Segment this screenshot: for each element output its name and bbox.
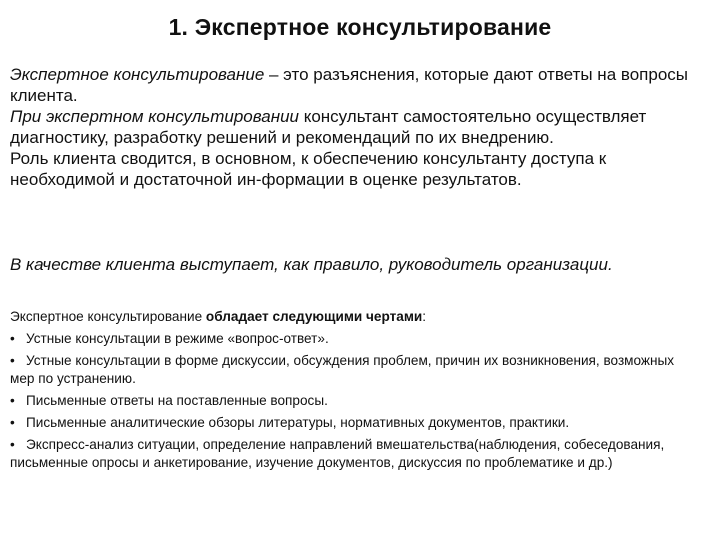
- client-description: В качестве клиента выступает, как правило, руководитель организации.: [10, 255, 613, 274]
- slide-title: 1. Экспертное консультирование: [168, 14, 552, 40]
- expert-consulting-text: консультант самостоятельно осуществляет диагностику, разработку решений и рекомендаций по их внедрению.: [10, 107, 647, 147]
- expert-consulting-paragraph: [10, 106, 702, 148]
- definition-text: – это разъяснения, которые дают ответы на вопросы клиента.: [10, 65, 688, 105]
- features-heading-bold: обладает следующими чертами: [205, 309, 423, 324]
- definition-paragraph: [10, 64, 702, 106]
- features-heading-end: :: [422, 309, 427, 324]
- features-heading: [10, 308, 702, 326]
- feature-item-3: [10, 392, 702, 410]
- feature-item-2: [10, 352, 702, 388]
- feature-item-1: [10, 330, 702, 348]
- definition-term: Экспертное консультирование: [10, 65, 265, 84]
- feature-text: Письменные ответы на поставленные вопросы.: [26, 393, 328, 408]
- expert-consulting-lead: При экспертном консультировании: [10, 107, 299, 126]
- bullet-mark: •: [10, 437, 15, 452]
- features-section: [10, 308, 702, 472]
- feature-text: Экспресс-анализ ситуации, определение направлений вмешательства(наблюдения, собеседования, письменные опросы и анкетирование, изучение документов, дискуссия по проблематике и др.): [10, 437, 665, 470]
- feature-item-5: [10, 436, 702, 472]
- feature-text: Письменные аналитические обзоры литературы, нормативных документов, практики.: [26, 415, 570, 430]
- client-role-paragraph: Роль клиента сводится, в основном, к обеспечению консультанту доступа к необходимой и достаточной ин-формации в оценке результатов.: [10, 149, 607, 189]
- features-heading-plain: Экспертное консультирование: [10, 309, 206, 324]
- bullet-mark: •: [10, 331, 15, 346]
- feature-text: Устные консультации в режиме «вопрос-ответ».: [26, 331, 329, 346]
- bullet-mark: •: [10, 353, 15, 368]
- feature-text: Устные консультации в форме дискуссии, обсуждения проблем, причин их возникновения, возможных мер по устранению.: [10, 353, 675, 386]
- bullet-mark: •: [10, 393, 15, 408]
- feature-item-4: [10, 414, 702, 432]
- bullet-mark: •: [10, 415, 15, 430]
- main-text-block: [10, 64, 702, 190]
